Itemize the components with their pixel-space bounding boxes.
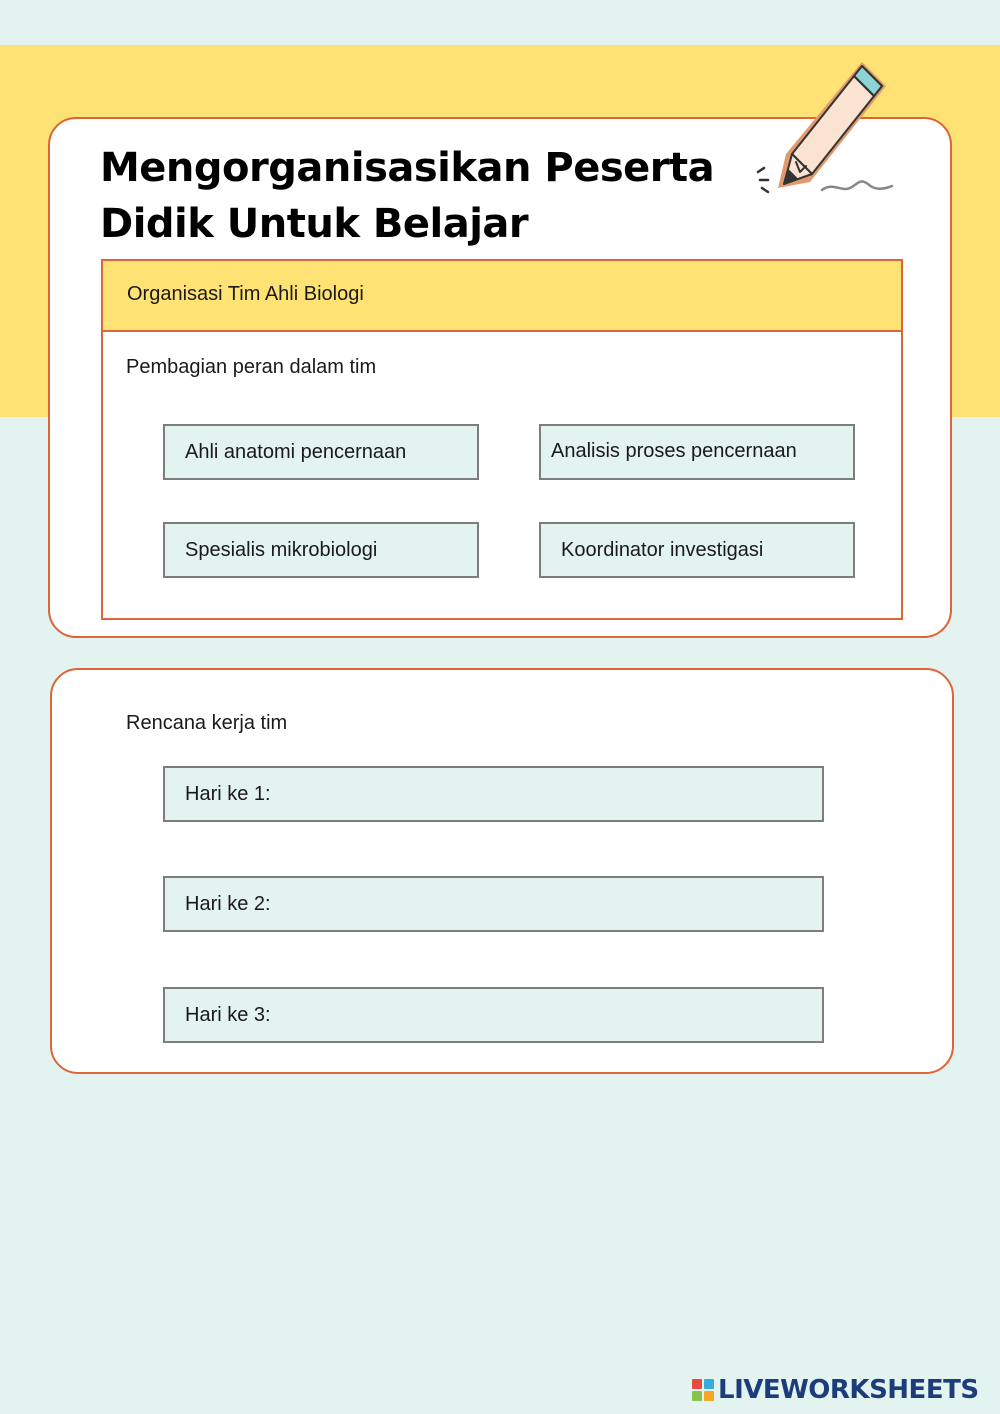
team-organization-header bbox=[103, 261, 901, 332]
logo-square bbox=[704, 1391, 714, 1401]
role-division-label: Pembagian peran dalam tim bbox=[126, 356, 377, 378]
role-field[interactable]: Analisis proses pencernaan bbox=[539, 424, 855, 480]
logo-square bbox=[704, 1379, 714, 1389]
logo-square bbox=[692, 1379, 702, 1389]
liveworksheets-logo-icon bbox=[692, 1379, 714, 1401]
role-field[interactable]: Koordinator investigasi bbox=[539, 522, 855, 578]
day-plan-field[interactable]: Hari ke 3: bbox=[163, 987, 824, 1043]
role-field[interactable]: Ahli anatomi pencernaan bbox=[163, 424, 479, 480]
brand-name: LIVEWORKSHEETS bbox=[718, 1375, 979, 1405]
page-title: Mengorganisasikan Peserta Didik Untuk Belajar bbox=[100, 145, 715, 247]
liveworksheets-logo bbox=[692, 1374, 979, 1406]
day-plan-field[interactable]: Hari ke 2: bbox=[163, 876, 824, 932]
logo-square bbox=[692, 1391, 702, 1401]
role-field[interactable]: Spesialis mikrobiologi bbox=[163, 522, 479, 578]
work-plan-label: Rencana kerja tim bbox=[126, 712, 288, 734]
pencil-icon bbox=[750, 50, 900, 200]
day-plan-field[interactable]: Hari ke 1: bbox=[163, 766, 824, 822]
team-organization-title: Organisasi Tim Ahli Biologi bbox=[127, 283, 364, 305]
